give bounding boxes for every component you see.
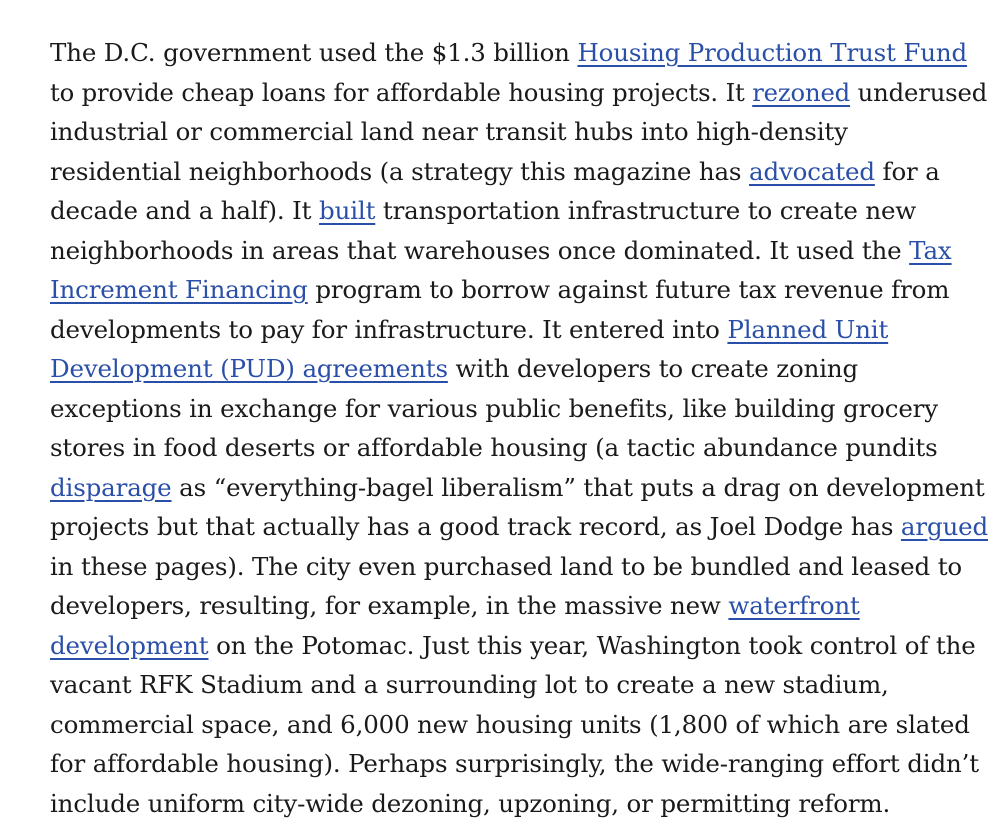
text-segment: transportation infrastructure to create new (375, 196, 917, 225)
link-argued[interactable]: argued (900, 512, 988, 541)
link-rezoned[interactable]: rezoned (752, 77, 851, 107)
text-segment: exceptions in exchange for various public benefits, like building grocery (50, 393, 938, 423)
text-line (50, 507, 988, 547)
link-planned-unit-development[interactable]: Planned Unit (727, 314, 889, 344)
text-segment: commercial space, and 6,000 new housing units (1,800 of which are slated (50, 709, 970, 739)
text-segment: include uniform city-wide dezoning, upzoning, or permitting reform. (50, 788, 891, 818)
link-waterfront-development[interactable]: waterfront (728, 591, 860, 620)
text-segment: to provide cheap loans for affordable housing projects. It (50, 77, 753, 107)
text-line (50, 231, 960, 271)
text-segment: developments to pay for infrastructure. It entered into (50, 314, 728, 344)
text-segment: developers, resulting, for example, in the massive new (50, 591, 729, 620)
text-segment: as “everything-bagel liberalism” that puts a drag on development (171, 472, 985, 502)
text-line (50, 112, 960, 152)
link-housing-production-trust-fund[interactable]: Housing Production Trust Fund (577, 38, 968, 67)
text-line (50, 705, 970, 745)
text-segment: for a (874, 156, 940, 186)
text-line (50, 428, 960, 468)
link-built[interactable]: built (319, 196, 376, 225)
text-line (50, 547, 960, 587)
text-line (50, 626, 976, 666)
link-planned-unit-development[interactable]: Development (PUD) agreements (50, 354, 448, 383)
text-segment: The D.C. government used the $1.3 billion (50, 38, 578, 67)
text-line (50, 191, 960, 231)
text-line (50, 784, 960, 824)
text-segment: program to borrow against future tax revenue from (307, 275, 950, 304)
text-line (50, 310, 960, 350)
text-segment: industrial or commercial land near transit hubs into high-density (50, 117, 848, 146)
text-segment: in these pages). The city even purchased land to be bundled and leased to (50, 551, 962, 581)
text-segment: for affordable housing). Perhaps surprisingly, the wide-ranging effort didn’t (50, 749, 979, 778)
text-line (50, 349, 960, 389)
text-line (50, 586, 960, 626)
text-line (50, 33, 968, 73)
link-waterfront-development[interactable]: development (50, 630, 209, 660)
link-tax-increment-financing[interactable]: Tax (909, 235, 952, 265)
text-line (50, 73, 988, 113)
text-segment: projects but that actually has a good track record, as Joel Dodge has (50, 512, 901, 541)
text-line (50, 744, 979, 784)
text-line (50, 389, 960, 429)
link-advocated[interactable]: advocated (749, 156, 875, 186)
text-segment: with developers to create zoning (447, 354, 859, 383)
text-segment: vacant RFK Stadium and a surrounding lot to create a new stadium, (50, 670, 889, 699)
text-segment: decade and a half). It (50, 196, 320, 225)
link-disparage[interactable]: disparage (50, 472, 172, 502)
text-segment: residential neighborhoods (a strategy this magazine has (50, 156, 749, 186)
text-line (50, 270, 960, 310)
text-line (50, 468, 985, 508)
text-segment: underused (850, 77, 988, 107)
article-paragraph (50, 33, 988, 823)
text-line (50, 152, 960, 192)
text-segment: on the Potomac. Just this year, Washington took control of the (208, 630, 976, 660)
text-segment: stores in food deserts or affordable housing (a tactic abundance pundits (50, 433, 938, 462)
text-line (50, 665, 960, 705)
link-tax-increment-financing[interactable]: Increment Financing (50, 275, 308, 304)
text-segment: neighborhoods in areas that warehouses once dominated. It used the (50, 235, 910, 265)
